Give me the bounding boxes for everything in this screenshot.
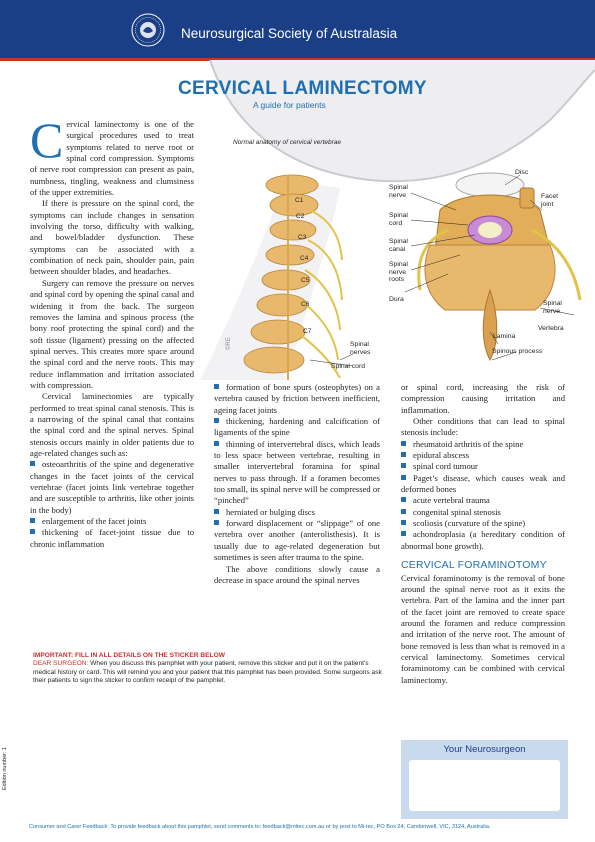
vertebra-label: C5 [301,277,310,284]
notice-title: IMPORTANT: FILL IN ALL DETAILS ON THE STICKER BELOW [33,652,225,659]
list-item: acute vertebral trauma [401,495,565,506]
paragraph: Surgery can remove the pressure on nerves and spinal cord by opening the spinal canal and widening it from the back. The surgeon removes the lamina and spinous process (the bony roof protecting the spinal cord) and the soft tissue (ligament) pressing on the affected spinal nerves. This creates more space around the spinal cord and the nerve roots. This may reduce inflammation and irritation associated with compression. [30,277,194,390]
stenosis-causes-list-continued [214,382,380,564]
bullet-square-icon [30,461,35,466]
label-spinal-canal: Spinal canal [389,238,408,253]
vertebra-label: C7 [303,328,312,335]
list-item: spinal cord tumour [401,461,565,472]
sticker-notice [33,652,393,686]
bullet-square-icon [401,497,406,502]
org-name: Neurosurgical Society of Australasia [181,26,398,41]
bullet-square-icon [30,529,35,534]
paragraph: The above conditions slowly cause a decrease in space around the spinal nerves [214,563,380,585]
label-spinal-nerve-top: Spinal nerve [389,184,408,199]
label-vertebra: Vertebra [538,325,564,332]
paragraph: Cervical laminectomies are typically performed to treat spinal canal stenosis. This is a narrowing of the spinal canal that contains the spinal cord and the spinal nerves. Spinal stenosis occurs mainly in older patients due to age-related changes such as: [30,391,194,458]
vertebra-label: C2 [296,213,305,220]
vertebra-label: C3 [298,234,307,241]
neurosurgeon-details-field[interactable] [409,760,560,811]
bullet-square-icon [401,509,406,514]
list-item: herniated or bulging discs [214,507,380,518]
label-disc: Disc [515,169,529,176]
bullet-square-icon [401,463,406,468]
list-item: rheumatoid arthritis of the spine [401,439,565,450]
list-item: thickening of facet-joint tissue due to chronic inflammation [30,527,194,549]
bullet-square-icon [401,531,406,536]
list-item: forward displacement or “slippage” of one vertebra over another (anterolisthesis). It is usually due to age-related degeneration but sometimes is seen after trauma to the spine. [214,518,380,563]
bullet-square-icon [401,475,406,480]
other-conditions-list [401,439,565,552]
label-spinous-process: Spinous process [492,348,543,355]
label-spinal-nerves: Spinal nerves [350,341,371,356]
edition-number: Edition number: 1 [2,746,8,790]
notice-text: When you discuss this pamphlet with your patient, remove this sticker and put it on the patient’s medical history or card. This will remind you and your patient that this pamphlet has been provided. Some surgeons ask their patients to sign the sticker to confirm receipt of the pamphlet. [33,660,382,685]
paragraph: If there is pressure on the spinal cord, the symptoms can include changes in sensation involving the torso, difficulty with walking, and bowel/bladder dysfunction. These symptoms can be associated with a combination of neck pain, shoulder pain, pain between shoulder blades, and headaches. [30,198,194,277]
section-heading-foraminotomy: CERVICAL FORAMINOTOMY [401,559,547,572]
label-spinal-cord: Spinal cord [389,212,408,227]
vertebra-label: C4 [300,255,309,262]
society-seal-icon [131,13,165,47]
label-spinal-nerve-roots: Spinal nerve roots [389,261,408,284]
bullet-square-icon [214,520,219,525]
label-facet-joint: Facet joint [541,193,558,208]
list-item: thinning of intervertebral discs, which leads to less space between vertebrae, resulting in smaller intervertebral foramina for spinal nerves to pass through. If a foramen becomes too small, its spinal nerve will be compressed or “pinched” [214,438,380,506]
label-dura: Dura [389,296,404,303]
bullet-square-icon [30,518,35,523]
list-item: achondroplasia (a hereditary condition of abnormal bone growth). [401,529,565,551]
paragraph: Other conditions that can lead to spinal stenosis include: [401,416,565,438]
column-3 [401,382,565,686]
bullet-square-icon [214,384,219,389]
intro-paragraph: ervical laminectomy is one of the surgical procedures used to treat symptoms related to nerve root or spinal cord compression. Symptoms of nerve root compression can present as pain, numbness, tingling, weakness and clumsiness of the upper extremities. [30,119,194,198]
bullet-square-icon [214,509,219,514]
list-item: thickening, hardening and calcification of ligaments of the spine [214,416,380,438]
bullet-square-icon [401,441,406,446]
label-spinal-cord-left: Spinal cord [331,363,366,370]
document-title: CERVICAL LAMINECTOMY [178,78,427,99]
bullet-square-icon [401,452,406,457]
column-2 [214,382,380,586]
list-item: enlargement of the facet joints [30,516,194,527]
vertebra-label: C1 [295,197,304,204]
bullet-square-icon [214,418,219,423]
list-item: formation of bone spurs (osteophytes) on a vertebra caused by friction between inefficient, ageing facet joints [214,382,380,415]
bullet-square-icon [401,520,406,525]
label-spinal-nerve-right: Spinal nerve [543,300,562,315]
neurosurgeon-box-title: Your Neurosurgeon [443,744,526,755]
copyright-mark: ©RE [226,337,232,350]
bullet-square-icon [214,441,219,446]
list-item: epidural abscess [401,450,565,461]
document-subtitle: A guide for patients [253,100,326,110]
figure-caption: Normal anatomy of cervical vertebrae [233,139,342,146]
notice-body [33,660,393,685]
feedback-footer: Consumer and Carer Feedback: To provide feedback about this pamphlet, send comments to: feedback@mitec.com.au or by post to Mi-tec, PO Box 24, Camberwell, VIC, 3124, Australia. [29,824,491,830]
stenosis-causes-list [30,459,194,550]
list-item: Paget’s disease, which causes weak and deformed bones [401,472,565,495]
drop-cap: C [30,112,64,168]
paragraph: Cervical foraminotomy is the removal of bone around the spinal nerve root as it exits the vertebra. Part of the lamina and the inner part of the facet joint are removed to create space around the foramen and reduce compression and irritation of the nerve root. The amount of bone removed is less than what is removed in a cervical laminectomy. Sometimes cervical foraminotomy can be combined with cervical laminectomy. [401,572,565,685]
list-item: scoliosis (curvature of the spine) [401,518,565,529]
neurosurgeon-box [401,740,568,819]
column-1 [30,112,194,550]
notice-lead: DEAR SURGEON: [33,660,89,668]
label-lamina: Lamina [493,333,516,340]
list-item: osteoarthritis of the spine and degenerative changes in the facet joints of the cervical vertebrae (facet joints link vertebrae together and are susceptible to arthritis, like other joints in the body) [30,459,194,515]
vertebra-label: C6 [301,301,310,308]
list-item: congenital spinal stenosis [401,507,565,518]
paragraph: or spinal cord, increasing the risk of compression causing irritation and inflammation. [401,382,565,415]
